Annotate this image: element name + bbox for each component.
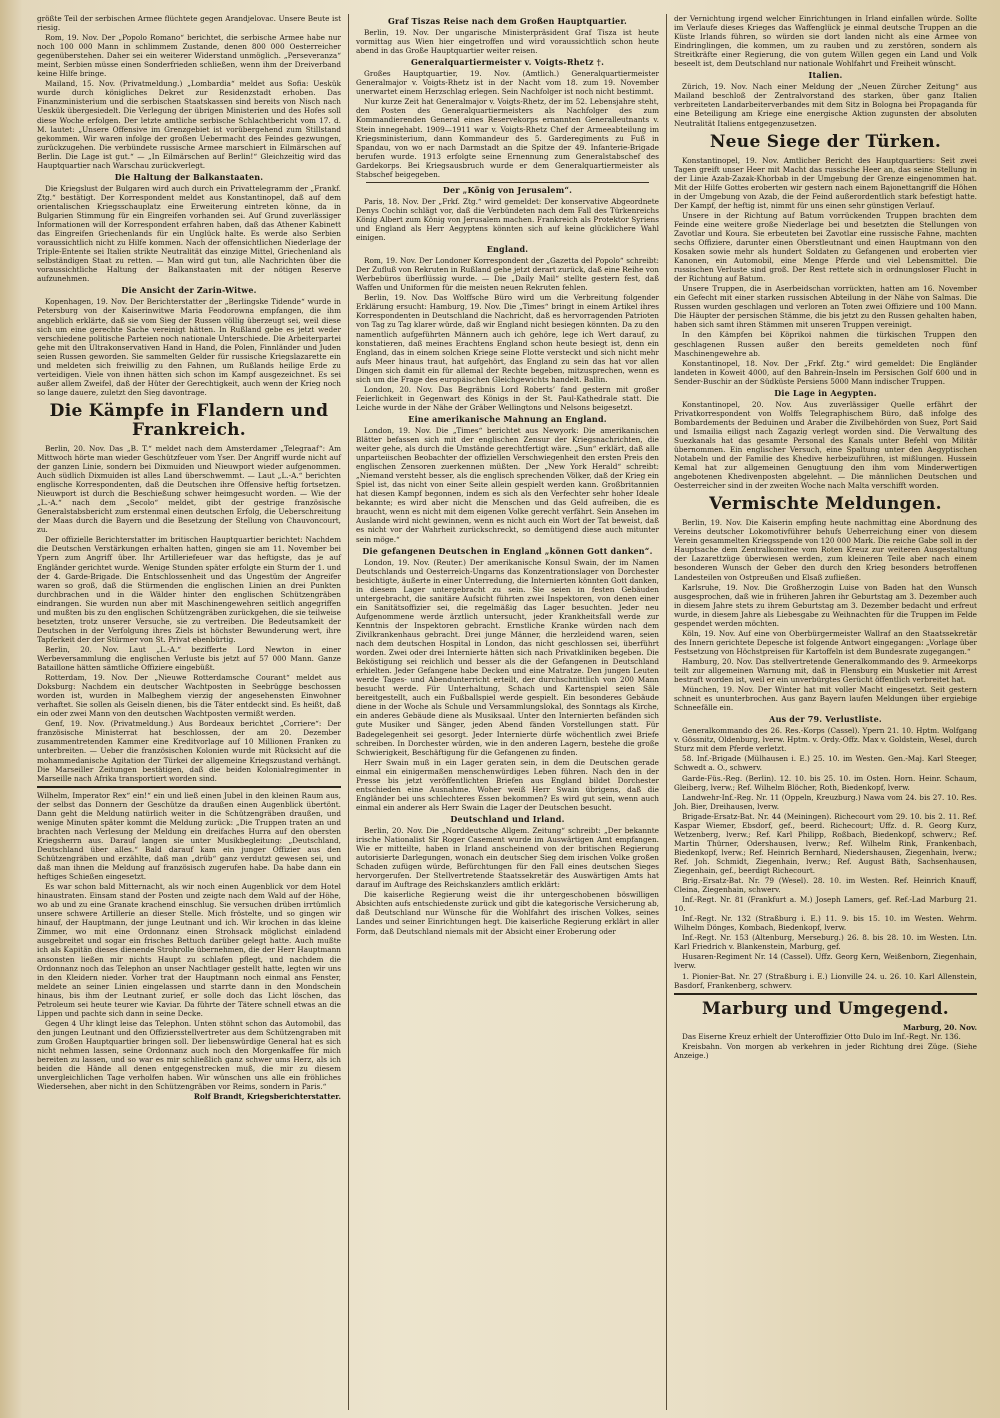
article-text: Berlin, 20. Nov. Laut „L.-A.“ bezifferte Lord Newton in einer Werbeversammlung die englischen Verluste bis jetzt auf 57 000 Mann. Ganze Bataillone hätten sämtliche Offiziere eingebüßt. (37, 644, 341, 673)
section-heading: Aus der 79. Verlustliste. (769, 714, 882, 725)
article-text: Berlin, 19. Nov. Die Kaiserin empfing heute nachmittag eine Abordnung des Vereins deutscher Lokomotivführer behufs Ueberreichung einer von diesem Verein gesammelten Kriegsspende von 120 000 Mark. Die reiche Gabe soll in der Hauptsache dem Zentralkomitee vom Roten Kreuz zur weiteren Ausgestaltung der Lazarettzüge überwiesen werden, zum kleineren Teile aber nach einem besonderen Wunsch der Geber den durch den Krieg besonders betroffenen Landesteilen von Ostpreußen und Elsaß zufließen. (674, 518, 977, 582)
casualty-entry: Landwehr-Inf.-Reg. Nr. 11 (Oppeln, Kreuzburg.) Nawa vom 24. bis 27. 10. Res. Joh. Bier, Dreihausen, lverw. (674, 792, 977, 811)
article-text: Konstantinopel, 19. Nov. Amtlicher Bericht des Hauptquartiers: Seit zwei Tagen greift unser Heer mit Macht das russische Heer an, das seine Stellung in der Linie Azab-Zazak-Khorbab in der Umgebung der Grenze eingenommen hat. Mit der Hilfe Gottes eroberten wir gestern nach einem Bajonettangriff die Höhen in der Umgebung von Azab, die der Feind außerordentlich stark befestigt hatte. Der Kampf, der heftig ist, nimmt für uns einen sehr günstigen Verlauf. (674, 155, 977, 210)
article-text: Berlin, 20. Nov. Die „Norddeutsche Allgem. Zeitung“ schreibt: „Der bekannte irische Nationalist Sir Roger Casement wurde im Auswärtigen Amt empfangen. Wie er mitteilte, haben in Irland anscheinend von der britischen Regierung autorisierte Darlegungen, wonach ein deutscher Sieg dem irischen Volke großen Schaden zufügen würde, Befürchtungen für den Fall eines deutschen Sieges hervorgerufen. Der Stellvertretende Staatssekretär des Auswärtigen Amts hat darauf im Auftrage des Reichskanzlers amtlich erklärt: (356, 825, 659, 890)
section-heading: Der „König von Jerusalem“. (442, 184, 573, 195)
casualty-entry: 1. Pionier-Bat. Nr. 27 (Straßburg i. E.) Lionville 24. u. 26. 10. Karl Allenstein, Basdorf, Frankenberg, schwerv. (674, 971, 977, 990)
article-text: Die Kriegslust der Bulgaren wird auch durch ein Privattelegramm der „Frankf. Ztg.“ bestätigt. Der Korrespondent meldet aus Konstantinopel, daß auf dem orientalischen Kriegsschauplatz eine Erweiterung eintreten könne, da in Bulgarien Stimmung für ein Eingreifen vorhanden sei. Auf Grund zuverlässiger Informationen will der Korrespondent erfahren haben, daß das Athener Kabinett das Eingreifen Griechenlands für ein Unglück halte. Es werde also Serbien voraussichtlich nicht zu Hilfe kommen. Nach der offensichtlichen Niederlage der Triple-Entente sei Italien strikte Neutralität das einzige Mittel, Griechenland als selbständigen Staat zu retten. — Man wird gut tun, alle Nachrichten über die voraussichtliche Haltung der Balkanstaaten mit der nötigen Reserve aufzunehmen. (37, 183, 341, 284)
article-text: Paris, 18. Nov. Der „Frkf. Ztg.“ wird gemeldet: Der konservative Abgeordnete Denys Cochin schlägt vor, daß die Verbündeten nach dem Fall des Türkenreichs König Albert zum König von Jerusalem machen. Frankreich als Protektor Syriens und England als Herr Aegyptens könnten sich auf keine glücklichere Wahl einigen. (356, 196, 659, 243)
article-text: Köln, 19. Nov. Auf eine von Oberbürgermeister Wallraf an den Staatssekretär des Innern gerichtete Depesche ist folgende Antwort eingegangen: „Vorlage über Festsetzung von Höchstpreisen für Kartoffeln ist dem Bundesrate zugegangen.“ (674, 628, 977, 656)
article-text: Das Eiserne Kreuz erhielt der Unteroffizier Otto Dulo im Inf.-Regt. Nr. 136. (682, 1031, 961, 1041)
article-text: Zürich, 19. Nov. Nach einer Meldung der „Neuen Zürcher Zeitung“ aus Mailand beschloß der Zentralvorstand des starken, über ganz Italien verbreiteten Landarbeiterverbandes mit dem Sitz in Bologna bei Propaganda für eine Beteiligung am Kriege eine energische Aktion zugunsten der absoluten Neutralität Italiens entgegenzusetzen. (674, 82, 977, 128)
article-text: Rotterdam, 19. Nov. Der „Nieuwe Rotterdamsche Courant“ meldet aus Doksburg: Nachdem ein deutscher Wachtposten in Seebrügge beschossen worden ist, wurden in Malbeghem vierzig der angesehensten Einwohner verhaftet. Sie sollen als Geiseln dienen, bis die Täter entdeckt sind. Es heißt, daß ein oder zwei Mann von den deutschen Wachtposten vermißt werden. (37, 673, 341, 719)
divider (366, 182, 649, 183)
article-text: Kopenhagen, 19. Nov. Der Berichterstatter der „Berlingske Tidende“ wurde in Petersburg von der Kaiserinwitwe Maria Feodorowna empfangen, die ihm angeblich erklärte, daß sie vom Sieg der Russen völlig überzeugt sei, weil diese sich um eine gerechte Sache vereinigt hätten. In Rußland gebe es jetzt weder verschiedene politische Parteien noch nationale Unterschiede. Die Arbeiterpartei gehe mit den Ultrakonservativen Hand in Hand, die Polen, Finnländer und Juden seien Russen geworden. Sie sammelten Gelder für russische Kriegslazarette ein und meldeten sich freiwillig zu den Fahnen, um Rußlands heilige Erde zu verteidigen. Viele von ihnen hätten sich schon im Kampf ausgezeichnet. Es sei außer allem Zweifel, daß der Hüter der Gerechtigkeit, auch wenn der Krieg noch so lange dauere, zuletzt den Sieg davontrage. (37, 297, 341, 397)
article-text: München, 19. Nov. Der Winter hat mit voller Macht eingesetzt. Seit gestern schneit es ununterbrochen. Aus ganz Bayern laufen Meldungen über ergiebige Schneefälle ein. (674, 685, 977, 713)
casualty-entry: Garde-Füs.-Reg. (Berlin). 12. 10. bis 25. 10. im Osten. Horn. Heinr. Schaum, Gleiberg, lverw.; Ref. Wilhelm Blöcher, Roth, Biedenkopf, lverw. (674, 773, 977, 792)
article-text: Herr Swain muß in ein Lager geraten sein, in dem die Deutschen gerade einmal ein einigermaßen menschenwürdiges Leben führen. Nach den in der Presse bis jetzt veröffentlichten Briefen aus England bildet Dorchester entschieden eine Ausnahme. Woher weiß Herr Swain übrigens, daß die Engländer bei uns schlechteres Essen bekommen? Es wird gut sein, wenn auch einmal ein anderer als Herr Swain die Lager der Deutschen besucht. (356, 757, 659, 812)
section-heading: Die Ansicht der Zarin-Witwe. (121, 285, 257, 296)
article-text: Konstantinopel, 18. Nov. Der „Frkf. Ztg.“ wird gemeldet: Die Engländer landeten in Koweit 4000, auf den Bahrein-Inseln im Persischen Golf 600 und in Sender-Buschir an der Südküste Persiens 5000 Mann indischer Truppen. (674, 358, 977, 386)
section-heading: Generalquartiermeister v. Voigts-Rhetz †. (410, 57, 605, 68)
section-heading: Eine amerikanische Mahnung an England. (408, 413, 607, 424)
article-text: Nur kurze Zeit hat Generalmajor v. Voigts-Rhetz, der im 52. Lebensjahre steht, den Posten des Generalquartiermeisters als Nachfolger des zum Kommandierenden General eines Reservekorps ernannten Generalleutnants v. Stein innegehabt. 1909—1911 war v. Voigts-Rhetz Chef der Armeeabteilung im Kriegsministerium, dann Kommandeur des 5. Garderegiments zu Fuß in Spandau, von wo er nach Darmstadt an die Spitze der 49. Infanterie-Brigade berufen wurde. 1913 erfolgte seine Ernennung zum Generalstabschef des Gardekorps. Bei Kriegsausbruch wurde er dem Generalquartiermeister als Stabschef beigegeben. (356, 97, 659, 179)
article-text: Berlin, 20. Nov. Das „B. T.“ meldet nach dem Amsterdamer „Telegraaf“: Am Mittwoch hörte man wieder Geschützfeuer vom Yser. Der Angriff wurde nicht auf der ganzen Linie, sondern bei Dixmuiden und Nieuwport wieder aufgenommen. Auch südlich Dixmuiden ist alles Land überschwemmt. — Laut „L.-A.“ berichten englische Korrespondenten, daß die Deutschen ihre Offensive heftig fortsetzen. Nieuwport ist durch die Beschießung schwer heimgesucht worden. — Wie der „L.-A.“ nach dem „Secolo“ meldet, gibt der gestrige französische Generalstabsbericht zum erstenmal einen deutschen Erfolg, die Ueberschreitung der Maas durch die Bayern und die Besetzung der Stellung von Chauvoncourt, zu. (37, 443, 341, 535)
article-text: Hamburg, 20. Nov. Das stellvertretende Generalkommando des 9. Armeekorps teilt zur allgemeinen Warnung mit, daß in Flensburg ein Musketier mit Arrest bestraft worden ist, weil er ein unverbürgtes Gerücht öffentlich verbreitet hat. (674, 656, 977, 685)
article-text: größte Teil der serbischen Armee flüchtete gegen Arandjelovac. Unsere Beute ist riesig. (37, 14, 341, 33)
article-text: Berlin, 19. Nov. Der ungarische Ministerpräsident Graf Tisza ist heute vormittag aus Wien hier eingetroffen und wird voraussichtlich schon heute abend in das Große Hauptquartier weiter reisen. (356, 28, 659, 56)
column-2 (348, 14, 666, 1410)
column-layout (30, 14, 986, 1410)
article-text: Unsere in der Richtung auf Batum vorrückenden Truppen brachten dem Feinde eine weitere große Niederlage bei und besetzten die Stellungen von Zavotlar und Koura. Sie erbeuteten bei Zavotlar eine russische Fahne, machten sechs Offiziere, darunter einen Oberstleutnant und einen Hauptmann von den Kosaken sowie mehr als hundert Soldaten zu Gefangenen und eroberten vier Kanonen, ein Automobil, eine Menge Pferde und viel Lebensmittel. Die russischen Verluste sind groß. Der Rest rettete sich in ordnungsloser Flucht in der Richtung auf Batum. (674, 210, 977, 284)
article-text: Konstantinopel, 20. Nov. Aus zuverlässiger Quelle erfährt der Privatkorrespondent von Wolffs Telegraphischem Büro, daß infolge des Bombardements der Beduinen und Araber die Zivilbehörden von Suez, Port Said und Ismailia eiligst nach Zagazig verlegt worden sind. Die Verwaltung des Suezkanals hat das gesamte Personal des Kanals unter Befehl von Militär übernommen. Ein englischer Versuch, eine Spaltung unter den Aegyptischen Notabeln und der Familie des Khedive herbeizuführen, ist mißlungen. Hussein Kemal hat zur allgemeinen Genugtuung den ihm vom Minderwertigen angebotenen Khedivenposten abgelehnt. — Die männlichen Deutschen und Oesterreicher sind in der zweiten Woche nach Malta verschifft worden. (674, 399, 977, 491)
casualty-entry: Brigade-Ersatz-Bat. Nr. 44 (Meiningen). Richecourt vom 29. 10. bis 2. 11. Ref. Kaspar Wiemer, Ebsdorf, gef., beerd. Richecourt; Uffz. d. R. Georg Kurz, Wetzenberg, lverw.; Ref. Karl Philipp, Roßbach, Biedenkopf, schwerv.; Ref. Martin Thürner, Odershausen, lverw.; Ref. Wilhelm Rink, Frankenbach, Biedenkopf, lverw.; Ref. Heinrich Bernhard, Niedershausen, Ziegenhain, lverw.; Ref. Joh. Schmidt, Ziegenhain, lverw.; Ref. August Bäth, Sachsenhausen, Ziegenhain, gef., beerdigt Richecourt. (674, 811, 977, 875)
section-heading: Graf Tiszas Reise nach dem Großen Hauptquartier. (387, 16, 628, 26)
dateline: Marburg, 20. Nov. (903, 1022, 977, 1032)
casualty-entry: Brig.-Ersatz-Bat. Nr. 79 (Wesel). 28. 10. im Westen. Ref. Heinrich Knauff, Cleina, Ziegenhain, schwerv. (674, 876, 977, 895)
article-text: Rom, 19. Nov. Der „Popolo Romano“ berichtet, die serbische Armee habe nur noch 100 000 Mann in schlimmem Zustande, denen 800 000 Oesterreicher gegenüberstehen. Daher sei ein weiterer Widerstand unmöglich. „Perseveranza“ meint, Serbien müsse einen Sonderfrieden schließen, wenn ihm der Dreiverband keine Hilfe bringe. (37, 33, 341, 79)
article-text: London, 19. Nov. Die „Times“ berichtet aus Newyork: Die amerikanischen Blätter befassen sich mit der englischen Zensur der Kriegsnachrichten, die weiter gehe, als durch die Umstände gerechtfertigt wäre. „Sun“ erklärt, daß alle unparteiischen Beobachter der offiziellen Verschwiegenheit den ersten Preis den englischen Zensoren zuerkennen müßten. Der „New York Herald“ schreibt: „Niemand versteht besser, als die englisch sprechenden Völker, daß der Krieg ein Spiel ist, das nicht von einer Seite allein gespielt werden kann. Großbritannien hat diesen Kampf begonnen, indem es sich als den Verfechter sehr hoher Ideale bekannte; es wird aber nicht die Menschen und das Geld aufreiben, die es braucht, wenn es nicht mit dem eigenen Volke gerecht verfährt. Sein Ansehen im Auslande wird nicht gewinnen, wenn es nicht auch ein Wort der Tat beweist, daß es nicht vor der Wahrheit zurückschreckt, so demütigend diese auch mitunter sein möge.“ (356, 425, 659, 544)
article-text: London, 20. Nov. Das Begräbnis Lord Roberts’ fand gestern mit großer Feierlichkeit in Gegenwart des Königs in der St. Paul-Kathedrale statt. Die Leiche wurde in der Nähe der Gräber Wellingtons und Nelsons beigesetzt. (356, 384, 659, 412)
casualty-entry: Husaren-Regiment Nr. 14 (Cassel). Uffz. Georg Kern, Weißenborn, Ziegenhain, lverw. (674, 952, 977, 971)
feuilleton-text: Es war schon bald Mitternacht, als wir noch einen Augenblick vor dem Hotel hinaustraten. Einsam stand der Posten und zeigte nach dem Wald auf der Höhe, wo ab und zu eine Granate krachend einschlug. Sie versuchen drüben irrtümlich unsere schwere Artillerie an dieser Stelle. Mich fröstelte, und so gingen wir hinauf, der Hauptmann, der junge Leutnant und ich. Wir krochen in das kleine Zimmer, wo mit eine Ordonnanz einen Strohsack möglichst einladend ausgebreitet und sogar ein frisches Bettuch darüber gelegt hatte. Auch mußte ich als Kapitän dieses dienende Strohrolle übernehmen, die der Herr Hauptmann ansonsten ließen mir nichts Haupt zu schlafen pflegt, und nachdem die Ordonnanz noch das Telephon an unser Nachtlager gestellt hatte, legten wir uns in den Kleidern nieder. Vorher trat der Hauptmann noch einmal ans Fenster, meldete an seiner Linien eingelassen und starrte dann in den Mondschein hinaus, bis ihm der Leutnant zurief, er solle doch das Licht löschen, das Petroleum sei heute teurer wie Kaviar. Da führte der Tätere schnell etwas an die Lippen und pachte sich dann in seine Decke. (37, 882, 341, 1018)
headline-flandern: Die Kämpfe in Flandern und Frankreich. (49, 400, 329, 440)
section-heading: Deutschland und Irland. (450, 813, 565, 824)
article-text: London, 19. Nov. (Reuter.) Der amerikanische Konsul Swain, der im Namen Deutschlands und Oesterreich-Ungarns das Konzentrationslager von Dorchester besichtigte, äußerte in einer Unterredung, die Internierten könnten Gott danken, in diesem Lager untergebracht zu sein. Sie seien in festen Gebäuden untergebracht, die sanitäre Aufsicht führten zwei Inspektoren, von denen einer ein Sanitätsoffizier sei, die regelmäßig das Lager besuchten. Jeder neu Aufgenommene werde ärztlich untersucht, jeder Krankheitsfall werde zur Kenntnis der Inspektoren gebracht. Ernstliche Kranke würden nach dem Zivilkrankenhaus gebracht. Drei junge Männer, die herzleidend waren, seien nach dem deutschen Hospital in London, das nicht geschlossen sei, überführt worden. Zwei oder drei Internierte hätten sich nach Privatkliniken begeben. Die Beköstigung sei reichlich und besser als die der Gefangenen in Deutschland erhielten. Jeder Gefangene habe Decken und eine Matratze. Den jungen Leuten werde Tages- und Abendunterricht erteilt, der durchschnittlich von 200 Mann besucht werde. Für Unterhaltung, Schach und Kartenspiel seien Säle bereitgestellt, auch ein Fußballspiel werde gespielt. Ein besonderes Gebäude diene in der Woche als Schule und Versammlungslokal, des Sonntags als Kirche, ein anderes Gebäude diene als Musiksaal. Unter den Internierten befänden sich gute Musiker und Sänger, jeden Abend fänden Vorstellungen statt. Für Badegelegenheit sei gesorgt. Jeder Internierte dürfe wöchentlich zwei Briefe schreiben. In Dorchester würden, wie in den anderen Lagern, bestehe die große Schwierigkeit, Beschäftigung für die Gefangenen zu finden. (356, 557, 659, 757)
section-heading: England. (486, 244, 529, 255)
article-text: In den Kämpfen bei Köprikoi nahmen die türkischen Truppen den geschlagenen Russen außer den bereits gemeldeten noch fünf Maschinengewehre ab. (674, 330, 977, 358)
article-text: Die kaiserliche Regierung weist die ihr untergeschobenen böswilligen Absichten aufs entschiedenste zurück und gibt die kategorische Versicherung ab, daß Deutschland nur Wünsche für die Wohlfahrt des irischen Volkes, seines Landes und seiner Einrichtungen hegt. Die kaiserliche Regierung erklärt in aller Form, daß Deutschland niemals mit der Absicht einer Eroberung oder (356, 890, 659, 936)
article-text: Mailand, 15. Nov. (Privatmeldung.) „Lombardia“ meldet aus Sofia: Ueskük wurde durch königliches Dekret zur Residenzstadt erhoben. Das Finanzministerium und die serbischen Staatskassen sind bereits von Nisch nach Ueskük übergesiedelt. Die Verlegung der übrigen Ministerien und des Hofes soll diese Woche erfolgen. Der letzte amtliche serbische Schlachtbericht vom 17. d. M. lautet: „Unsere Offensive im Grenzgebiet ist vorübergehend zum Stillstand gekommen. Wir waren infolge der großen Uebermacht des Feindes gezwungen, zurückzugehen. Die verbündete russische Armee marschiert in Eilmärschen auf Berlin. Die Lage ist gut.“ — „In Eilmärschen auf Berlin!“ Gleichzeitig wird das Hauptquartier nach Warschau zurückverlegt. (37, 79, 341, 170)
section-heading: Die Haltung der Balkanstaaten. (114, 171, 264, 182)
article-text: Großes Hauptquartier, 19. Nov. (Amtlich.) Generalquartiermeister Generalmajor v. Voigts-Rhetz ist in der Nacht vom 18. zum 19. November unerwartet einem Herzschlag erlegen. Sein Nachfolger ist noch nicht bestimmt. (356, 69, 659, 97)
feuilleton-text: Gegen 4 Uhr klingt leise das Telephon. Unten stöhnt schon das Automobil, das den jungen Leutnant und den Offiziersstellvertreter aus dem Schützengraben mit zum Großen Hauptquartier bringen soll. Der liebenswürdige General hat es sich nicht nehmen lassen, seine Ordonnanz auch noch den Morgenkaffee für mich bereiten zu lassen, und so war es mir schließlich ganz schwer ums Herz, als ich beiden die Hände all denen entgegenstrecken muß, die mir zu diesem unvergleichlichen Tage verholfen haben. Wir wünschen uns alle ein fröhliches Wiedersehen, aber nicht in den Schützengräben vor Reims, sondern in Paris.“ (37, 1018, 341, 1092)
article-text: Unsere Truppen, die in Aserbeidschan vorrückten, hatten am 16. November ein Gefecht mit einer starken russischen Abteilung in der Nähe von Salmas. Die Russen wurden geschlagen und verloren an Toten zwei Offiziere und 100 Mann. Die Häupter der persischen Stämme, die bis jetzt zu den Russen gehalten haben, haben sich samt ihren Stämmen mit unseren Truppen vereinigt. (674, 284, 977, 330)
section-heading: Die Lage in Aegypten. (774, 387, 877, 398)
section-heading: Italien. (808, 70, 843, 81)
feuilleton-text: Wilhelm, Imperator Rex“ ein!“ ein und ließ einen Jubel in den kleinen Raum aus, der selbst das Donnern der Geschütze da draußen einen Augenblick übertönt. Dann geht die Meldung natürlich weiter in die Schützengräben draußen, und wenige Minuten später kommt die Meldung zurück: „Die Truppen traten an und brachten nach Verlesung der Meldung ein dreifaches Hurra auf den obersten Kriegsherrn aus. Darauf langen sie unter Musikbegleitung: „Deutschland, Deutschland über alles.“ Bald darauf kam ein junger Offizier aus den Schützengräben und erzählte, daß man „drüb“ ganz verdutzt gewesen sei, und daß man ihnen die Meldung auf französisch zugerufen habe. Da habe dann ein heftiges Schießen eingesetzt. (37, 790, 341, 882)
casualty-entry: 58. Inf.-Brigade (Mülhausen i. E.) 25. 10. im Westen. Gen.-Maj. Karl Steeger, Schwedt a. O., schwerv. (674, 754, 977, 773)
article-text: Kreisbahn. Von morgen ab verkehren in jeder Richtung drei Züge. (Siehe Anzeige.) (674, 1041, 977, 1060)
article-text: Berlin, 19. Nov. Das Wolffsche Büro wird um die Verbreitung folgender Erklärung ersucht: Hamburg, 19. Nov. Die „Times“ bringt in einem Artikel ihres Korrespondenten in Deutschland die Nachricht, daß es hervorragenden Patrioten von Tag zu Tag klarer würde, daß wir England nicht besiegen könnten. Da zu den namentlich aufgeführten Männern auch ich gehöre, lege ich Wert darauf, zu konstatieren, daß meines Erachtens England schon heute besiegt ist, denn ein England, das in einem solchen Kriege seine Flotte versteckt und sich nicht mehr aufs Meer hinaus traut, hat aufgehört, das England zu sein das hat vor allen Dingen sich damit ein für allemal der Rechte begeben, mitzusprechen, wenn es sich um die Frage des europäischen Gleichgewichts handelt. Ballin. (356, 293, 659, 384)
column-3 (666, 14, 984, 1410)
article-text: Genf, 19. Nov. (Privatmeldung.) Aus Bordeaux berichtet „Corriere“: Der französische Ministerrat hat beschlossen, der am 20. Dezember zusammentretenden Kammer eine Kreditvorlage auf 10 Millionen Franken zu unterbreiten. — Ueber die französischen Kolonien wurde mit Rücksicht auf die mohammedanische Agitation der Türkei der allgemeine Kriegszustand verhängt. Die Marseiller Zeitungen bestätigen, daß die beiden Kolonialregimenter in Marseille nach Afrika transportiert worden sind. (37, 719, 341, 783)
headline-vermischt: Vermischte Meldungen. (709, 494, 942, 515)
column-1 (30, 14, 348, 1410)
divider (674, 993, 977, 995)
article-text: Rom, 19. Nov. Der Londoner Korrespondent der „Gazetta del Popolo“ schreibt: Der Zufluß von Rekruten in Rußland gehe jetzt derart zurück, daß eine Reihe von Werbebüros überflüssig wurde. — Die „Daily Mail“ stellte gestern fest, daß Waffen und Uniformen für die meisten neuen Rekruten fehlen. (356, 256, 659, 293)
article-text: der Vernichtung irgend welcher Einrichtungen in Irland einfallen würde. Sollte im Verlaufe dieses Krieges das Waffenglück je einmal deutsche Truppen an die Küste Irlands führen, so würden sie dort landen nicht als eine Armee von Eindringlingen, die kommen, um zu rauben und zu zerstören, sondern als Streitkräfte einer Regierung, die von gutem Willen gegen ein Land und Volk beseelt ist, dem Deutschland nur nationale Wohlfahrt und Freiheit wünscht. (674, 14, 977, 69)
headline-tuerken: Neue Siege der Türken. (709, 131, 942, 152)
divider (37, 786, 341, 788)
article-text: Karlsruhe, 19. Nov. Die Großherzogin Luise von Baden hat den Wunsch ausgesprochen, daß wie in früheren Jahren ihr Geburtstag am 3. Dezember auch in diesem Jahre stets zu ihrem Geburtstag am 3. Dezember bedacht und erfreut wurde, in diesem Jahre als Liebesgabe zu Weihnachten für die Truppen im Felde gespendet werden möchten. (674, 582, 977, 628)
section-heading: Die gefangenen Deutschen in England „können Gott danken“. (362, 545, 653, 556)
casualty-entry: Inf.-Regt. Nr. 81 (Frankfurt a. M.) Joseph Lamers, gef. Ref.-Lad Marburg 21. 10. (674, 895, 977, 914)
casualty-entry: Inf.-Regt. Nr. 132 (Straßburg i. E.) 11. 9. bis 15. 10. im Westen. Wehrm. Wilhelm Dönges, Kombach, Biedenkopf, lverw. (674, 914, 977, 933)
headline-marburg: Marburg und Umgegend. (701, 998, 949, 1019)
author-signature: Rolf Brandt, Kriegsberichterstatter. (193, 1092, 341, 1102)
article-text: Der offizielle Berichterstatter im britischen Hauptquartier berichtet: Nachdem die Deutschen Verstärkungen erhalten hatten, gingen sie am 11. November bei Ypern zum Angriff über. Ihr Artilleriefeuer war das heftigste, das je auf Engländer gerichtet wurde. Wenige Stunden später erfolgte ein Sturm der 1. und der 4. Garde-Brigade. Die Entschlossenheit und das Ungestüm der Angreifer waren so groß, daß die Stürmenden die englischen Linien an drei Punkten durchbrachen und in die Wälder hinter den englischen Schützengräben eindrangen. Sie wurden nun aber mit Maschinengewehren seitlich angegriffen und mußten bis zu den englischen Schützengräben zurückgehen, die sie teilweise besetzten, trotz unserer Versuche, sie zu vertreiben. Die Bedeutsamkeit der Deutschen in der Verfolgung ihres Ziels ist höchster Bewunderung wert, ihre Tapferkeit der der Stürmer von St. Privat ebenbürtig. (37, 535, 341, 644)
casualty-entry: Generalkommando des 26. Res.-Korps (Cassel). Ypern 21. 10. Hptm. Wolfgang v. Gössnitz, Oldenburg, lverw. Hptm. v. Ordy.-Offz. Max v. Goldstein, Wesel, durch Sturz mit dem Pferde verletzt. (674, 726, 977, 754)
casualty-entry: Inf.-Regt. Nr. 153 (Altenburg, Merseburg.) 26. 8. bis 28. 10. im Westen. Ltn. Karl Friedrich v. Blankenstein, Marburg, gef. (674, 933, 977, 952)
